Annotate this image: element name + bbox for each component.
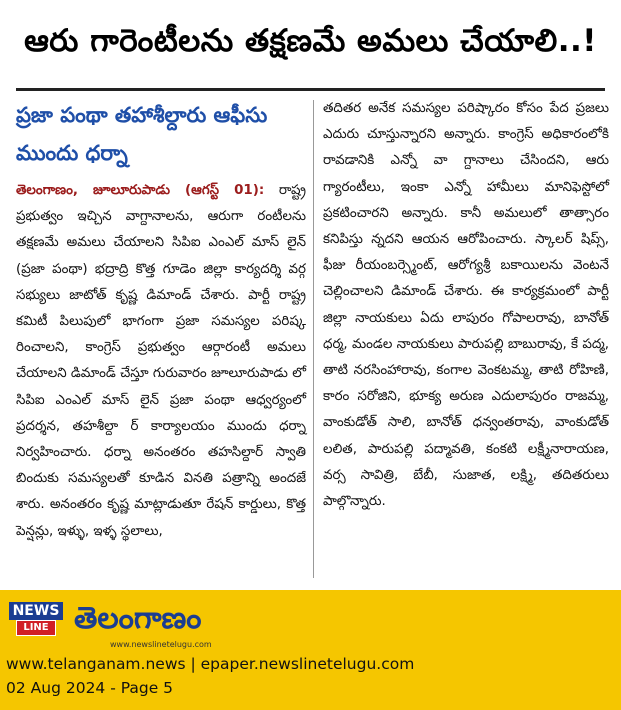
newsline-logo-top: NEWS <box>9 602 64 620</box>
left-body-text: రాష్ట్ర ప్రభుత్వం ఇచ్చిన వాగ్దానాలను, ఆరుగా రంటీలను తక్షణమే అమలు చేయాలని సిపిఐ ఎంఎల్ మాస్ లైన్ (ప్రజా పంథా) భద్రాద్రి కొత్త గూడెం జిల్లా కార్యదర్శి వర్గ సభ్యులు జాటోత్ కృష్ణ డిమాండ్ చేశారు. పార్టీ రాష్ట్ర కమిటీ పిలుపులో భాగంగా ప్రజా సమస్యల పరిష్క రించాలని, కాంగ్రెస్ ప్రభుత్వం ఆర్గారంటీ అమలు చేయాలని డిమాండ్ చేస్తూ గురువారం జూలూరుపాడు లో సిపిఐ ఎంఎల్ మాస్ లైన్ ప్రజా పంథా ఆధ్వర్యంలో ప్రదర్శన, తహశీల్దా ర్ కార్యాలయం ముందు ధర్నా నిర్వహించారు. ధర్నా అనంతరం తహసిల్దార్ స్వాతి బిందుకు సమస్యలతో కూడిన వినతి పత్రాన్ని అందజే శారు. అనంతరం కృష్ణ మాట్లాడుతూ రేషన్ కార్డులు, కొత్త పెన్షన్లు, ఇళ్ళు, ఇళ్ళ స్థలాలు, <box>16 183 306 539</box>
newsline-logo-bottom: LINE <box>16 620 55 636</box>
footer-date-page: 02 Aug 2024 - Page 5 <box>6 679 174 697</box>
brand-site-text: www.newslinetelugu.com <box>110 640 212 649</box>
brand-logo[interactable] <box>6 600 201 638</box>
article-left-column <box>16 96 306 545</box>
article-right-column <box>323 96 609 515</box>
article-body-left <box>16 178 306 545</box>
footer-urls[interactable]: www.telanganam.news | epaper.newslinetelugu.com <box>6 655 415 673</box>
headline-rule <box>16 88 605 91</box>
article-body-right: తదితర అనేక సమస్యల పరిష్కారం కోసం పేద ప్రజలు ఎదురు చూస్తున్నారని అన్నారు. కాంగ్రెస్ అధికారంలోకి రావడానికి ఎన్నో వా గ్దానాలు చేసిందని, ఆరు గ్యారంటీలు, ఇంకా ఎన్నో హామీలు మానిఫెస్టోలో ప్రకటించారని అన్నారు. కానీ అమలులో తాత్సారం కనిపిస్తు న్నదని ఆయన ఆరోపించారు. స్కాలర్ షిప్స్, ఫీజు రీయంబర్స్మెంట్, ఆరోగ్యశ్రీ బకాయిలను వెంటనే చెల్లించాలని డిమాండ్ చేశారు. ఈ కార్యక్రమంలో పార్టీ జిల్లా నాయకులు ఏదు లాపురం గోపాలరావు, బానోత్ ధర్మ, మండల నాయకులు పారుపల్లి బాబురావు, కే పద్మ, తాటి నరసింహారావు, కంగాల వెంకటమ్మ, తాటి రోహిణి, కారం సరోజిని, భూక్య అరుణ ఎదులాపురం రాజమ్మ, వాంకుడోత్ సాలి, బానోత్ ధన్వంతరావు, వాంకుడోత్ లలిత, పారుపల్లి పద్మావతి, కంకటి లక్ష్మీనారాయణ, వర్స సావిత్రి, బేబీ, సుజాత, లక్ష్మి, తదితరులు పాల్గొన్నారు. <box>323 101 609 510</box>
dateline: తెలంగాణం, జూలూరుపాడు (ఆగస్ట్ 01): <box>16 183 265 198</box>
column-divider <box>313 100 314 578</box>
newsline-logo <box>6 600 66 638</box>
article-subheading: ప్రజా పంథా తహాశీల్దారు ఆఫీసు ముందు ధర్నా <box>16 103 268 165</box>
telanganam-logo: తెలంగాణం <box>74 601 202 636</box>
headline: ఆరు గారెంటీలను తక్షణమే అమలు చేయాలి..! <box>24 22 597 59</box>
